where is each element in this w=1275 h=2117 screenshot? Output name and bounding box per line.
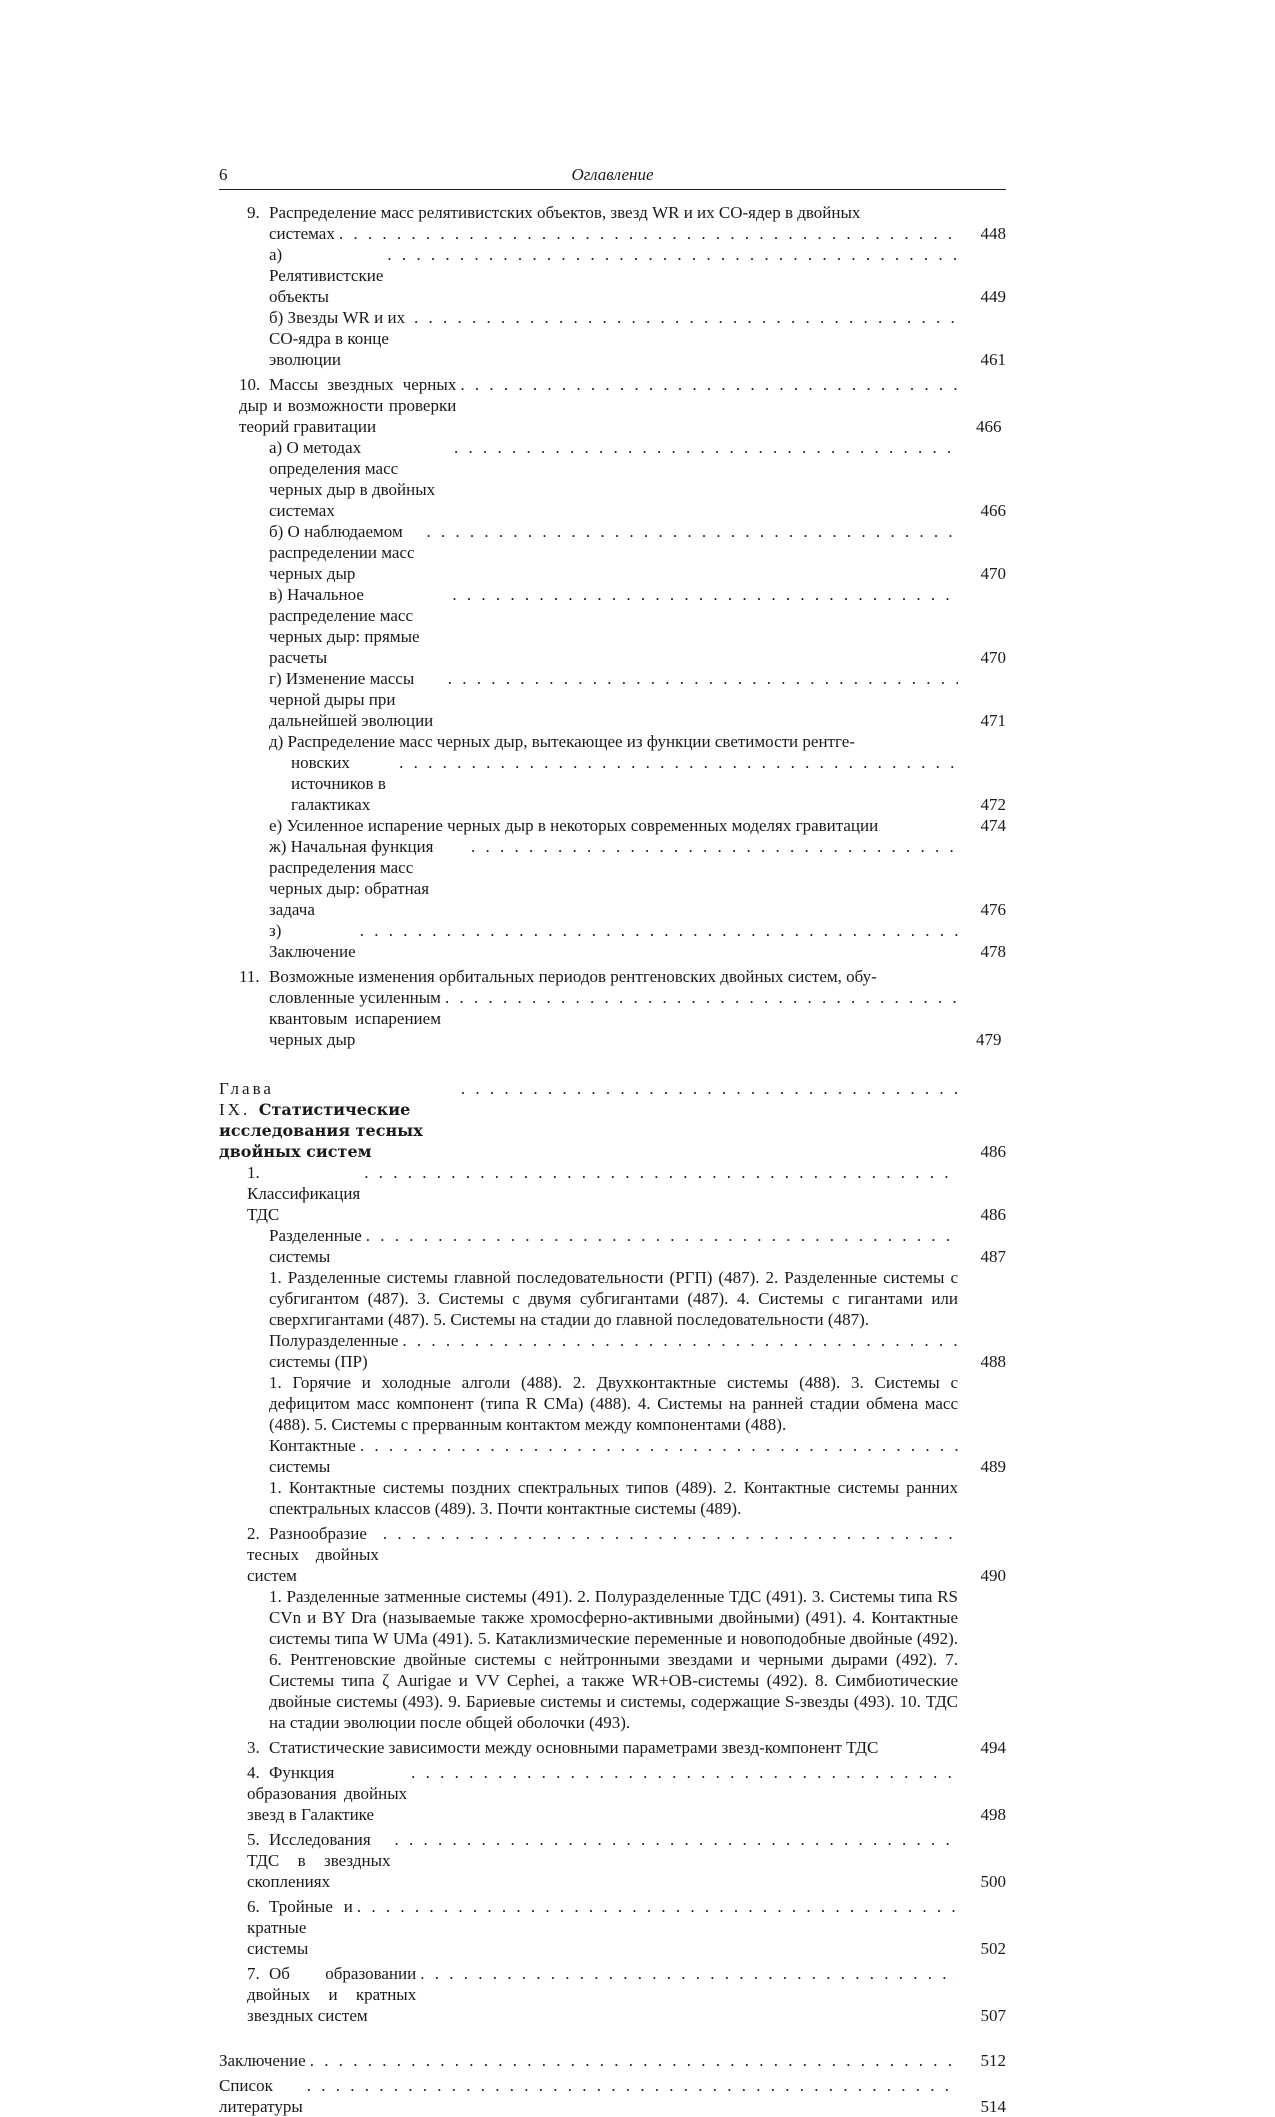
toc-entry-title: Список литературы xyxy=(219,2076,303,2116)
toc-page: 487 xyxy=(980,1247,1006,1266)
toc-entry-title-line1: Возможные изменения орбитальных периодов рентгеновских двойных систем, обу- xyxy=(269,967,877,986)
toc-description: 1. Горячие и холодные алголи (488). 2. Двухконтактные системы (488). 3. Системы с дефицитом масс компонент (типа R CMa) (488). 4. Системы на ранней стадии обмена масс (488). 5. Системы с прерванным контактом между компонентами (488). xyxy=(269,1373,958,1434)
toc-subentry-title-line2: новских источников в галактиках xyxy=(291,753,386,814)
toc-description: 1. Контактные системы поздних спектральных типов (489). 2. Контактные системы ранних спектральных классов (489). 3. Почти контактные системы (489). xyxy=(269,1478,958,1518)
toc-entry-c6[interactable] xyxy=(219,1896,1006,1959)
toc-page: 474 xyxy=(980,816,1006,835)
toc-entry-c4[interactable] xyxy=(219,1762,1006,1825)
toc-entry-c3[interactable] xyxy=(219,1737,1006,1758)
toc-page: 498 xyxy=(980,1805,1006,1824)
toc-entry-number: 10. xyxy=(239,375,261,394)
toc-subentry-title-line1: д) Распределение масс черных дыр, вытекающее из функции светимости рентге- xyxy=(269,732,855,751)
toc-page: 471 xyxy=(980,711,1006,730)
toc-subentry-title: а) О методах определения масс черных дыр в двойных системах xyxy=(269,438,436,520)
toc-page: 488 xyxy=(980,1352,1006,1371)
toc-subentry-10d[interactable] xyxy=(219,668,1006,731)
toc-subentry-semidetached[interactable] xyxy=(219,1330,1006,1372)
toc-entry-c7[interactable] xyxy=(219,1963,1006,2026)
toc-subentry-9b[interactable] xyxy=(219,307,1006,370)
toc-subentry-9a[interactable] xyxy=(219,244,1006,307)
toc-entry-title-line2: системах xyxy=(269,224,335,243)
toc-subentry-title: е) Усиленное испарение черных дыр в некоторых современных моделях гравитации xyxy=(269,816,879,835)
toc-entry-number: 4. xyxy=(247,1763,260,1782)
toc-page: 449 xyxy=(980,287,1006,306)
toc-page: 472 xyxy=(980,795,1006,814)
toc-page: 514 xyxy=(980,2097,1006,2116)
toc-entry-title: Массы звездных черных дыр и возможности проверки теорий гравитации xyxy=(239,375,457,436)
toc-entry-title: Функция образования двойных звезд в Галактике xyxy=(247,1763,408,1824)
chapter-label: Глава IX. xyxy=(219,1079,274,1119)
toc-subentry-title: а) Релятивистские объекты xyxy=(269,245,384,306)
toc-subentry-10a[interactable] xyxy=(219,437,1006,521)
running-header xyxy=(219,163,1006,190)
toc-subentry-title: Полуразделенные системы (ПР) xyxy=(269,1331,399,1371)
toc-page: 486 xyxy=(980,1205,1006,1224)
toc-page: 478 xyxy=(980,942,1006,961)
toc-subentry-10g[interactable] xyxy=(219,836,1006,920)
toc-subentry-title: з) Заключение xyxy=(269,921,356,961)
page-number: 6 xyxy=(219,165,228,184)
toc-entry-conclusion[interactable] xyxy=(219,2050,1006,2071)
toc-description: 1. Разделенные системы главной последовательности (РГП) (487). 2. Разделенные системы с субгигантом (487). 3. Системы с двумя субгигантами (487). 4. Системы с гигантами или сверхгигантами (487). 5. Системы на стадии до главной последовательности (487). xyxy=(269,1268,958,1329)
toc-page: 448 xyxy=(980,224,1006,243)
toc-entry-number: 1. xyxy=(247,1163,260,1182)
toc-entry-c2[interactable] xyxy=(219,1523,1006,1586)
toc-entry-c5[interactable] xyxy=(219,1829,1006,1892)
toc-subentry-title: б) Звезды WR и их CO-ядра в конце эволюции xyxy=(269,308,406,369)
toc-entry-number: 5. xyxy=(247,1830,260,1849)
toc-subentry-10c[interactable] xyxy=(219,584,1006,668)
toc-entry-title: Разнообразие тесных двойных систем xyxy=(247,1524,379,1585)
toc-entry-title: Исследования ТДС в звездных скоплениях xyxy=(247,1830,391,1891)
toc-subentry-title: ж) Начальная функция распределения масс черных дыр: обратная задача xyxy=(269,837,434,919)
toc-page: 470 xyxy=(980,564,1006,583)
page xyxy=(219,163,1006,2117)
toc-entry-number: 7. xyxy=(247,1964,260,1983)
toc-page: 489 xyxy=(980,1457,1006,1476)
toc-subentry-title: б) О наблюдаемом распределении масс черных дыр xyxy=(269,522,415,583)
toc-subentry-title: Контактные системы xyxy=(269,1436,356,1476)
toc-subentry-10b[interactable] xyxy=(219,521,1006,584)
toc-subentry-detached[interactable] xyxy=(219,1225,1006,1267)
toc-page: 461 xyxy=(980,350,1006,369)
toc-page: 494 xyxy=(980,1738,1006,1757)
toc-entry-number: 2. xyxy=(247,1524,260,1543)
toc-entry-references[interactable] xyxy=(219,2075,1006,2117)
toc-entry-number: 11. xyxy=(239,967,260,986)
toc-entry-title: Об образовании двойных и кратных звездных систем xyxy=(247,1964,417,2025)
toc-entry-10[interactable]: 10. Массы звездных черных дыр и возможности проверки теорий гравитации . . . 466 xyxy=(219,374,1006,437)
toc-entry-title: Классификация ТДС xyxy=(247,1184,361,1224)
toc-entry-title: Заключение xyxy=(219,2051,306,2070)
toc-entry-title: Тройные и кратные системы xyxy=(247,1897,353,1958)
chapter-title: Статистические исследования тесных двойных систем xyxy=(219,1100,423,1161)
toc-page: 502 xyxy=(980,1939,1006,1958)
toc-subentry-contact[interactable] xyxy=(219,1435,1006,1477)
toc-entry-9[interactable] xyxy=(219,202,1006,244)
toc-page: 470 xyxy=(980,648,1006,667)
toc-subentry-10e[interactable] xyxy=(219,731,1006,815)
toc-page: 507 xyxy=(980,2006,1006,2025)
toc-entry-title: Статистические зависимости между основными параметрами звезд-компонент ТДС xyxy=(269,1738,879,1757)
toc-page: 466 xyxy=(980,501,1006,520)
toc-entry-11[interactable]: 11. Возможные изменения орбитальных периодов рентгеновских двойных систем, обу- словленные усиленным квантовым испарением черных дыр . . . 479 xyxy=(219,966,1006,1050)
toc-subentry-title: г) Изменение массы черной дыры при дальнейшей эволюции xyxy=(269,669,434,730)
toc-entry-number: 6. xyxy=(247,1897,260,1916)
toc-entry-number: 3. xyxy=(247,1738,260,1757)
toc-page: 500 xyxy=(980,1872,1006,1891)
toc-subentry-10f[interactable] xyxy=(219,815,1006,836)
toc-chapter-9[interactable] xyxy=(219,1078,1006,1162)
toc-subentry-10h[interactable] xyxy=(219,920,1006,962)
toc-subentry-title: в) Начальное распределение масс черных дыр: прямые расчеты xyxy=(269,585,420,667)
toc-description: 1. Разделенные затменные системы (491). 2. Полуразделенные ТДС (491). 3. Системы типа RS CVn и BY Dra (называемые также хромосферно-активными двойными) (491). 4. Контактные системы типа W UMa (491). 5. Катаклизмические переменные и новоподобные двойные (492). 6. Рентгеновские двойные системы с нейтронными звездами и черными дырами (492). 7. Системы типа ζ Aurigae и VV Cephei, а также WR+OB-системы (492). 8. Симбиотические двойные системы (493). 9. Бариевые системы и системы, содержащие S-звезды (493). 10. ТДС на стадии эволюции после общей оболочки (493). xyxy=(269,1587,958,1732)
toc-page: 476 xyxy=(980,900,1006,919)
toc-page: 486 xyxy=(980,1142,1006,1161)
toc-page: 490 xyxy=(980,1566,1006,1585)
toc-subentry-title: Разделенные системы xyxy=(269,1226,362,1266)
toc-page: 512 xyxy=(980,2051,1006,2070)
toc-entry-title-line1: Распределение масс релятивистских объектов, звезд WR и их CO-ядер в двойных xyxy=(269,203,861,222)
running-title: Оглавление xyxy=(571,165,654,184)
table-of-contents xyxy=(219,202,1006,2117)
toc-entry-title-line2: словленные усиленным квантовым испарением черных дыр xyxy=(269,988,441,1049)
toc-entry-c1[interactable] xyxy=(219,1162,1006,1225)
toc-entry-number: 9. xyxy=(247,203,260,222)
